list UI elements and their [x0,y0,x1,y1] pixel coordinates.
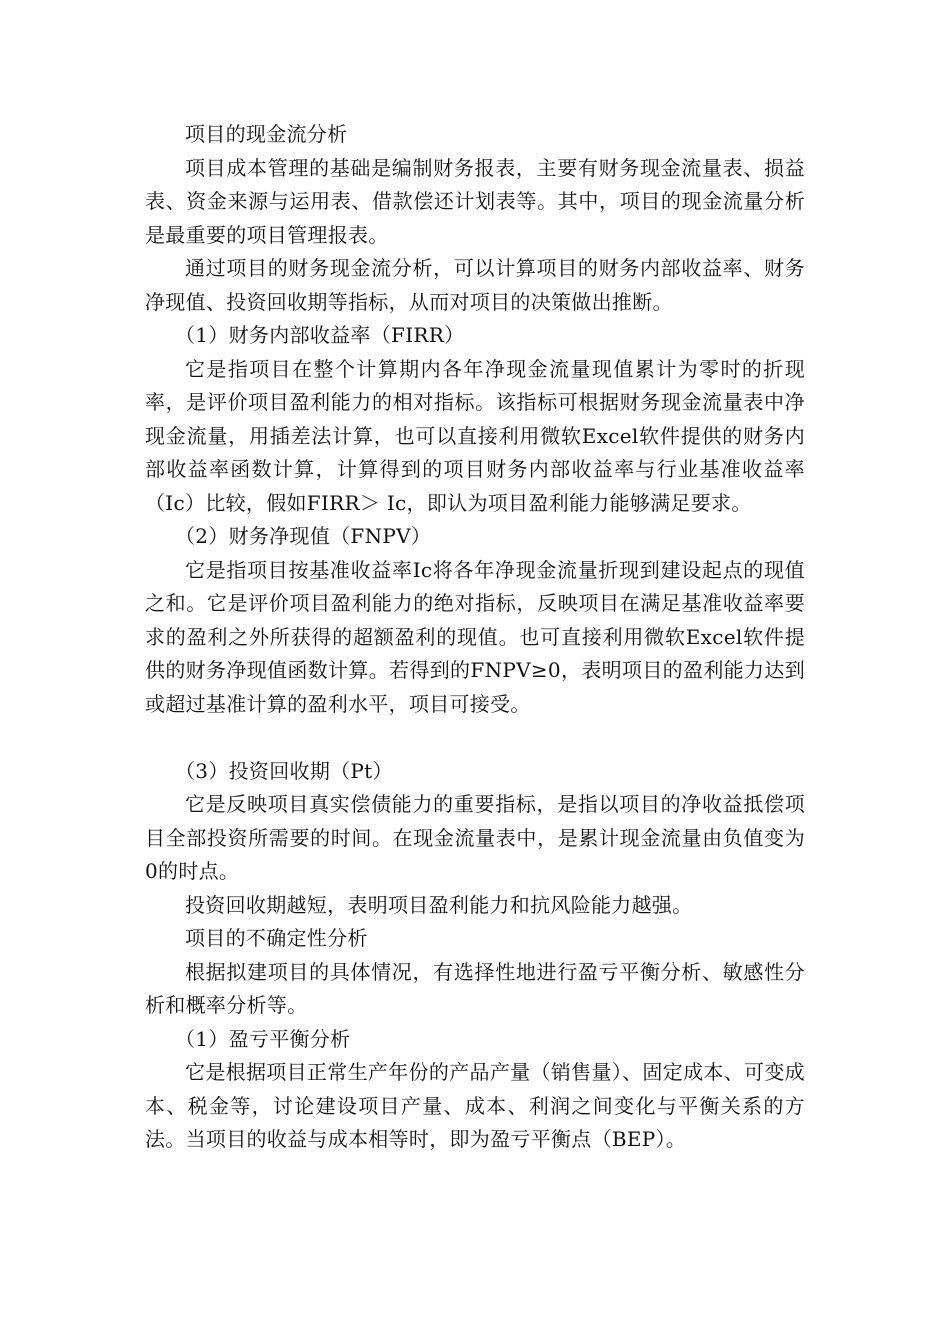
section-heading-cash-flow: 项目的现金流分析 [185,122,348,146]
blank-line [145,721,805,755]
document-body [145,118,805,1157]
section-heading-uncertainty: 项目的不确定性分析 [185,926,368,950]
paragraph-payback: 它是反映项目真实偿债能力的重要指标，是指以项目的净收益抵偿项目全部投资所需要的时间。在现金流量表中，是累计现金流量由负值变为0的时点。 [145,792,805,883]
paragraph-payback-short: 投资回收期越短，表明项目盈利能力和抗风险能力越强。 [185,892,693,917]
paragraph-firr: 它是指项目在整个计算期内各年净现金流量现值累计为零时的折现率，是评价项目盈利能力的相对指标。该指标可根据财务现金流量表中净现金流量，用插差法计算，也可以直接利用微软Excel软件提供的财务内部收益率函数计算，计算得到的项目财务内部收益率与行业基准收益率（Ic）比较，假如FIRR＞ Ic，即认为项目盈利能力能够满足要求。 [145,356,805,515]
subheading-firr: （1）财务内部收益率（FIRR） [175,323,465,347]
paragraph-cost-management: 项目成本管理的基础是编制财务报表，主要有财务现金流量表、损益表、资金来源与运用表、借款偿还计划表等。其中，项目的现金流量分析是最重要的项目管理报表。 [145,155,805,247]
paragraph-fnpv: 它是指项目按基准收益率Ic将各年净现金流量折现到建设起点的现值之和。它是评价项目盈利能力的绝对指标，反映项目在满足基准收益率要求的盈利之外所获得的超额盈利的现值。也可直接利用微软Excel软件提供的财务净现值函数计算。若得到的FNPV≥0，表明项目的盈利能力达到或超过基准计算的盈利水平，项目可接受。 [145,557,805,716]
subheading-fnpv: （2）财务净现值（FNPV） [175,524,432,548]
paragraph-breakeven: 它是根据项目正常生产年份的产品产量（销售量）、固定成本、可变成本、税金等，讨论建设项目产量、成本、利润之间变化与平衡关系的方法。当项目的收益与成本相等时，即为盈亏平衡点（BEP）。 [145,1060,805,1151]
paragraph-uncertainty: 根据拟建项目的具体情况，有选择性地进行盈亏平衡分析、敏感性分析和概率分析等。 [145,959,805,1017]
paragraph-cash-flow-analysis: 通过项目的财务现金流分析，可以计算项目的财务内部收益率、财务净现值、投资回收期等指标，从而对项目的决策做出推断。 [145,256,805,314]
subheading-breakeven: （1）盈亏平衡分析 [175,1026,351,1051]
subheading-payback: （3）投资回收期（Pt） [175,758,393,783]
